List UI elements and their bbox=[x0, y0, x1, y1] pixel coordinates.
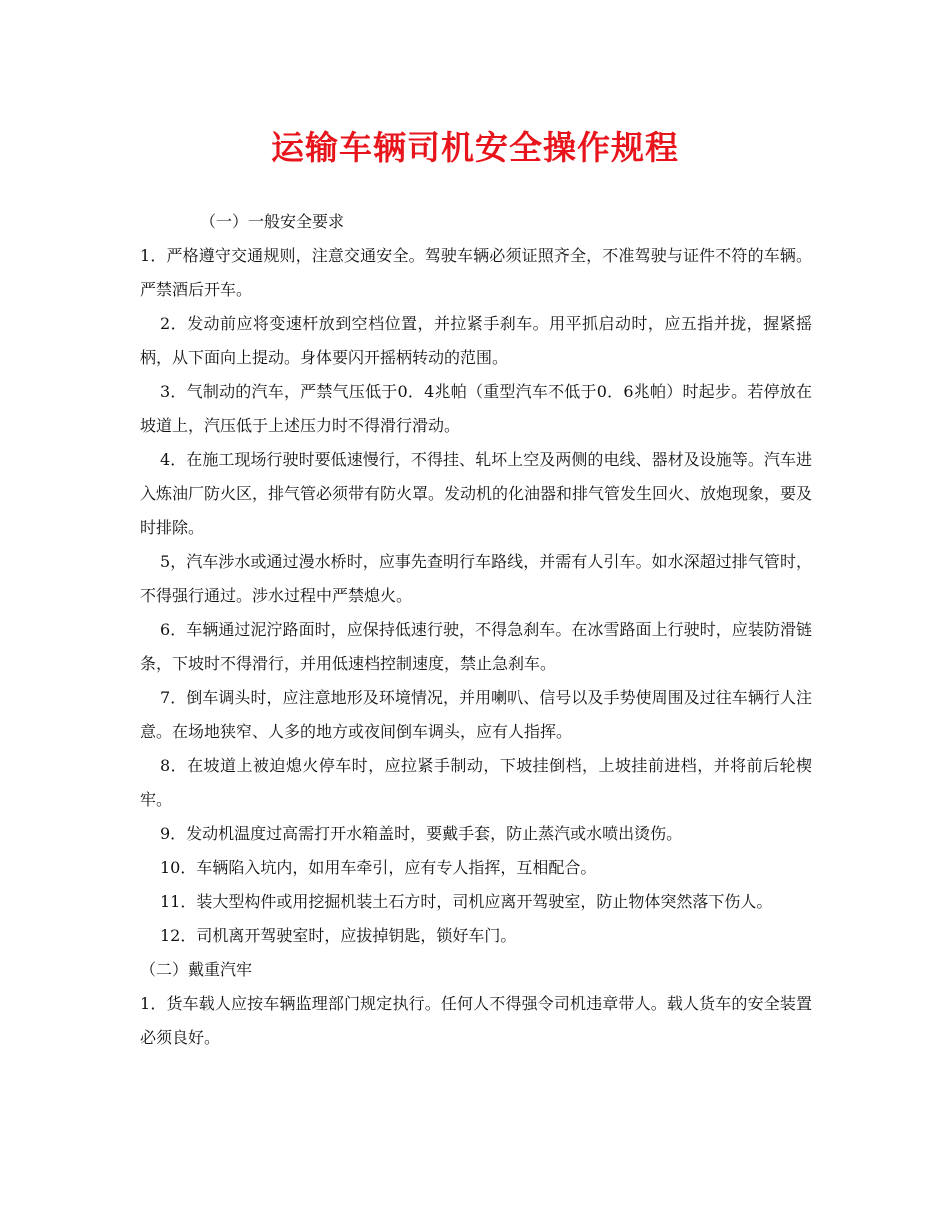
clause-paragraph: 3．气制动的汽车，严禁气压低于0．4兆帕（重型汽车不低于0．6兆帕）时起步。若停放在坡道上，汽压低于上述压力时不得滑行滑动。 bbox=[140, 382, 812, 435]
clause-paragraph: 6．车辆通过泥泞路面时，应保持低速行驶，不得急刹车。在冰雪路面上行驶时，应装防滑链条，下坡时不得滑行，并用低速档控制速度，禁止急刹车。 bbox=[140, 620, 812, 673]
clause-paragraph: 2．发动前应将变速杆放到空档位置，并拉紧手刹车。用平抓启动时，应五指并拢，握紧摇柄，从下面向上提动。身体要闪开摇柄转动的范围。 bbox=[140, 314, 812, 367]
clause-paragraph: 10．车辆陷入坑内，如用车牵引，应有专人指挥，互相配合。 bbox=[160, 858, 597, 877]
clause-paragraph: 8．在坡道上被迫熄火停车时，应拉紧手制动，下坡挂倒档，上坡挂前进档，并将前后轮楔牢。 bbox=[140, 756, 812, 809]
clause-paragraph: 11．装大型构件或用挖掘机装土石方时，司机应离开驾驶室，防止物体突然落下伤人。 bbox=[160, 892, 773, 911]
clause-paragraph: 9．发动机温度过高需打开水箱盖时，要戴手套，防止蒸汽或水喷出烫伤。 bbox=[160, 824, 683, 843]
clause-paragraph: 5，汽车涉水或通过漫水桥时，应事先查明行车路线，并需有人引车。如水深超过排气管时，不得强行通过。涉水过程中严禁熄火。 bbox=[140, 552, 812, 605]
clause-paragraph: 12．司机离开驾驶室时，应拔掉钥匙，锁好车门。 bbox=[160, 926, 517, 945]
clause-paragraph: 4．在施工现场行驶时要低速慢行，不得挂、轧坏上空及两侧的电线、器材及设施等。汽车进入炼油厂防火区，排气管必须带有防火罩。发动机的化油器和排气管发生回火、放炮现象，要及时排除。 bbox=[140, 450, 813, 537]
section-heading: （一）一般安全要求 bbox=[200, 212, 345, 231]
clause-paragraph: 1．严格遵守交通规则，注意交通安全。驾驶车辆必须证照齐全，不准驾驶与证件不符的车辆。严禁酒后开车。 bbox=[140, 246, 812, 299]
clause-paragraph: 1．货车载人应按车辆监理部门规定执行。任何人不得强令司机违章带人。载人货车的安全装置必须良好。 bbox=[140, 994, 812, 1047]
clause-paragraph: 7．倒车调头时，应注意地形及环境情况，并用喇叭、信号以及手势使周围及过往车辆行人注意。在场地狭窄、人多的地方或夜间倒车调头，应有人指挥。 bbox=[140, 688, 812, 741]
document-title: 运输车辆司机安全操作规程 bbox=[271, 128, 679, 167]
document-body bbox=[140, 205, 812, 1055]
section-heading: （二）戴重汽牢 bbox=[140, 960, 253, 979]
